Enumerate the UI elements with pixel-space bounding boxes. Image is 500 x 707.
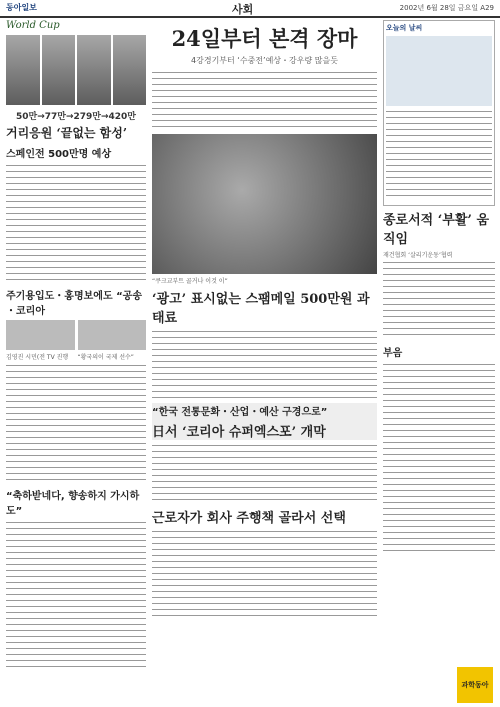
crowd-photo xyxy=(113,35,147,105)
main-subheadline: 4강경기부터 ‘수중전’예상・강우량 많을듯 xyxy=(191,56,338,65)
portrait-pair xyxy=(6,320,146,363)
crowd-photo xyxy=(77,35,111,105)
article-body xyxy=(152,529,377,619)
article-headline: “축하받네다, 향송하지 가시하도” xyxy=(6,491,140,517)
article-body xyxy=(383,260,495,340)
obituary-section: 부음 xyxy=(383,348,403,359)
news-photo xyxy=(152,134,377,274)
photo-caption: 김영진 시민(전 TV 진행 xyxy=(6,354,69,361)
publication-name: 동아일보 xyxy=(6,3,37,12)
article-headline: 근로자가 회사 주행책 골라서 선택 xyxy=(152,511,346,526)
portrait-photo xyxy=(78,320,147,350)
left-column xyxy=(6,20,146,707)
article-body xyxy=(152,70,377,130)
article-headline: 주기용입도・홍명보에도 “공송 ・코리아 xyxy=(6,291,142,317)
center-column xyxy=(152,20,377,707)
magazine-logo: 과학동아 xyxy=(457,667,493,703)
crowd-photo xyxy=(6,35,40,105)
page-header xyxy=(0,0,500,18)
photo-caption: “쿠크교부트 골거나 이것 이” xyxy=(152,278,228,285)
article-headline: 日서 ‘코리아 슈퍼엑스포’ 개막 xyxy=(152,425,326,440)
issue-date: 2002년 6월 28일 금요일 A29 xyxy=(399,4,494,12)
article-headline: ‘광고’ 표시없는 스팸메일 500만원 과태료 xyxy=(152,292,370,326)
article-headline: 스페인전 500만명 예상 xyxy=(6,149,112,160)
crowd-photo xyxy=(42,35,76,105)
weather-table xyxy=(386,109,492,199)
article-body xyxy=(152,329,377,399)
weather-title: 오늘의 날씨 xyxy=(386,24,423,32)
photo-caption: “황국의이 국제 선수” xyxy=(77,354,134,361)
article-headline: 종로서적 ‘부활’ 움직임 xyxy=(383,213,490,247)
portrait-photo xyxy=(6,320,75,350)
right-column xyxy=(383,20,495,707)
obituary-list xyxy=(383,362,495,552)
crowd-numbers: 50만→77만→279만→420만 xyxy=(15,112,137,122)
worldcup-headline: 거리응원 ‘끝없는 함성’ xyxy=(6,126,128,140)
article-body xyxy=(152,443,377,503)
article-headline: “한국 전통문화・산업・예산 구경으로” xyxy=(152,407,328,418)
main-headline: 24일부터 본격 장마 xyxy=(171,26,358,51)
crowd-photos xyxy=(6,35,146,105)
worldcup-logo: World Cup xyxy=(6,20,60,31)
article-body xyxy=(6,520,146,670)
weather-box xyxy=(383,20,495,206)
weather-map xyxy=(386,36,492,106)
section-title: 사회 xyxy=(232,3,254,16)
article-body xyxy=(6,163,146,283)
article-body xyxy=(6,363,146,483)
article-subheadline: 재건협회 ‘살리기운동’협력 xyxy=(383,252,453,259)
